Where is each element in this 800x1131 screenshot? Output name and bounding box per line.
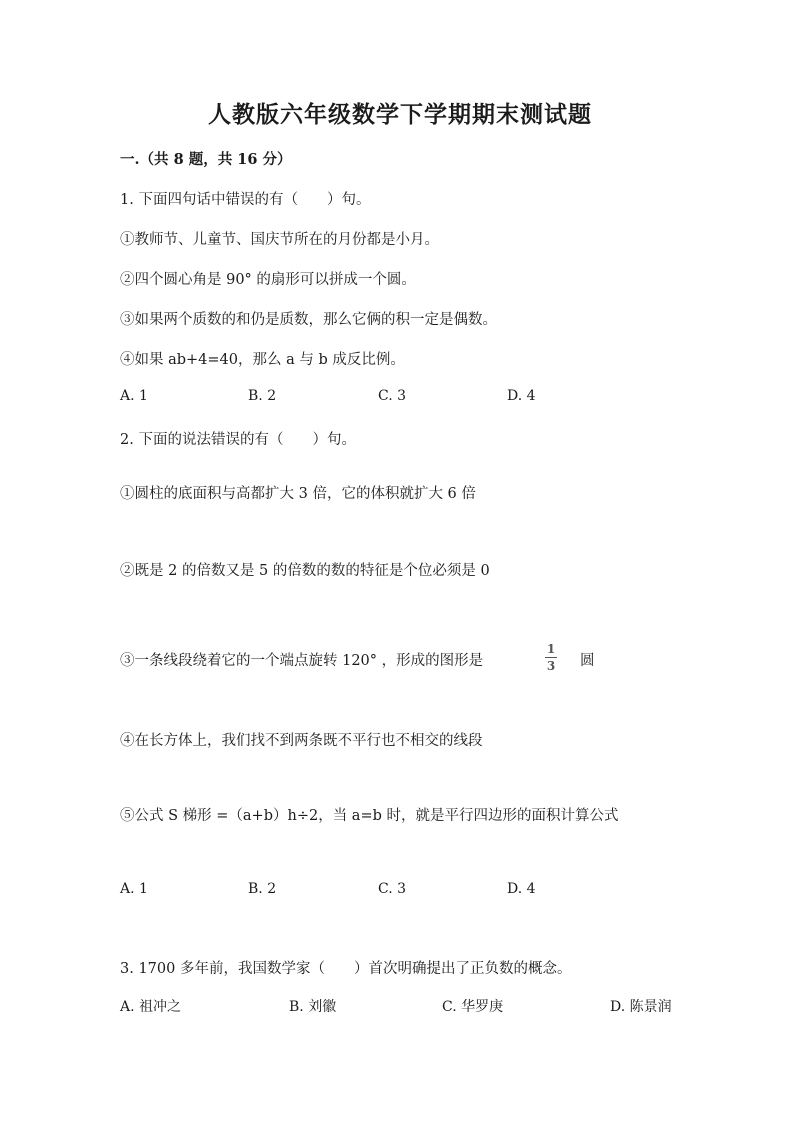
question-2-option-d: D. 4 (507, 881, 536, 897)
question-1-option-b: B. 2 (248, 388, 277, 404)
fraction-one-third (544, 643, 558, 672)
question-2-statement-1: ①圆柱的底面积与高都扩大 3 倍，它的体积就扩大 6 倍 (120, 486, 476, 502)
question-1-stem: 1. 下面四句话中错误的有（ ）句。 (120, 192, 371, 208)
fraction-denominator: 3 (546, 659, 556, 673)
question-2-stem: 2. 下面的说法错误的有（ ）句。 (120, 432, 356, 448)
question-2-statement-3: ③一条线段绕着它的一个端点旋转 120° ，形成的图形是 (120, 653, 484, 669)
section-heading: 一.（共 8 题，共 16 分） (120, 151, 292, 168)
question-1-statement-3: ③如果两个质数的和仍是质数，那么它俩的积一定是偶数。 (120, 312, 497, 328)
question-2-statement-4: ④在长方体上，我们找不到两条既不平行也不相交的线段 (120, 733, 483, 749)
question-1-option-a: A. 1 (120, 388, 148, 404)
question-2-statement-3-end: 圆 (580, 653, 595, 669)
question-1-option-d: D. 4 (507, 388, 536, 404)
question-3-option-b: B. 刘徽 (289, 999, 337, 1015)
question-1-statement-1: ①教师节、儿童节、国庆节所在的月份都是小月。 (120, 232, 439, 248)
fraction-numerator: 1 (546, 642, 556, 656)
question-2-option-a: A. 1 (120, 881, 148, 897)
page-title: 人教版六年级数学下学期期末测试题 (208, 101, 592, 128)
question-2-option-b: B. 2 (248, 881, 277, 897)
question-1-option-c: C. 3 (378, 388, 407, 404)
question-1-statement-2: ②四个圆心角是 90° 的扇形可以拼成一个圆。 (120, 272, 416, 288)
question-3-stem: 3. 1700 多年前，我国数学家（ ）首次明确提出了正负数的概念。 (120, 961, 572, 977)
question-2-statement-2: ②既是 2 的倍数又是 5 的倍数的数的特征是个位必须是 0 (120, 563, 490, 579)
question-2-option-c: C. 3 (378, 881, 407, 897)
question-3-option-d: D. 陈景润 (610, 999, 672, 1015)
question-2-statement-5: ⑤公式 S 梯形 =（a+b）h÷2，当 a=b 时，就是平行四边形的面积计算公式 (120, 808, 619, 824)
question-3-option-c: C. 华罗庚 (442, 999, 504, 1015)
question-3-option-a: A. 祖冲之 (120, 999, 182, 1015)
fraction-bar (545, 657, 557, 658)
question-1-statement-4: ④如果 ab+4=40，那么 a 与 b 成反比例。 (120, 352, 405, 368)
